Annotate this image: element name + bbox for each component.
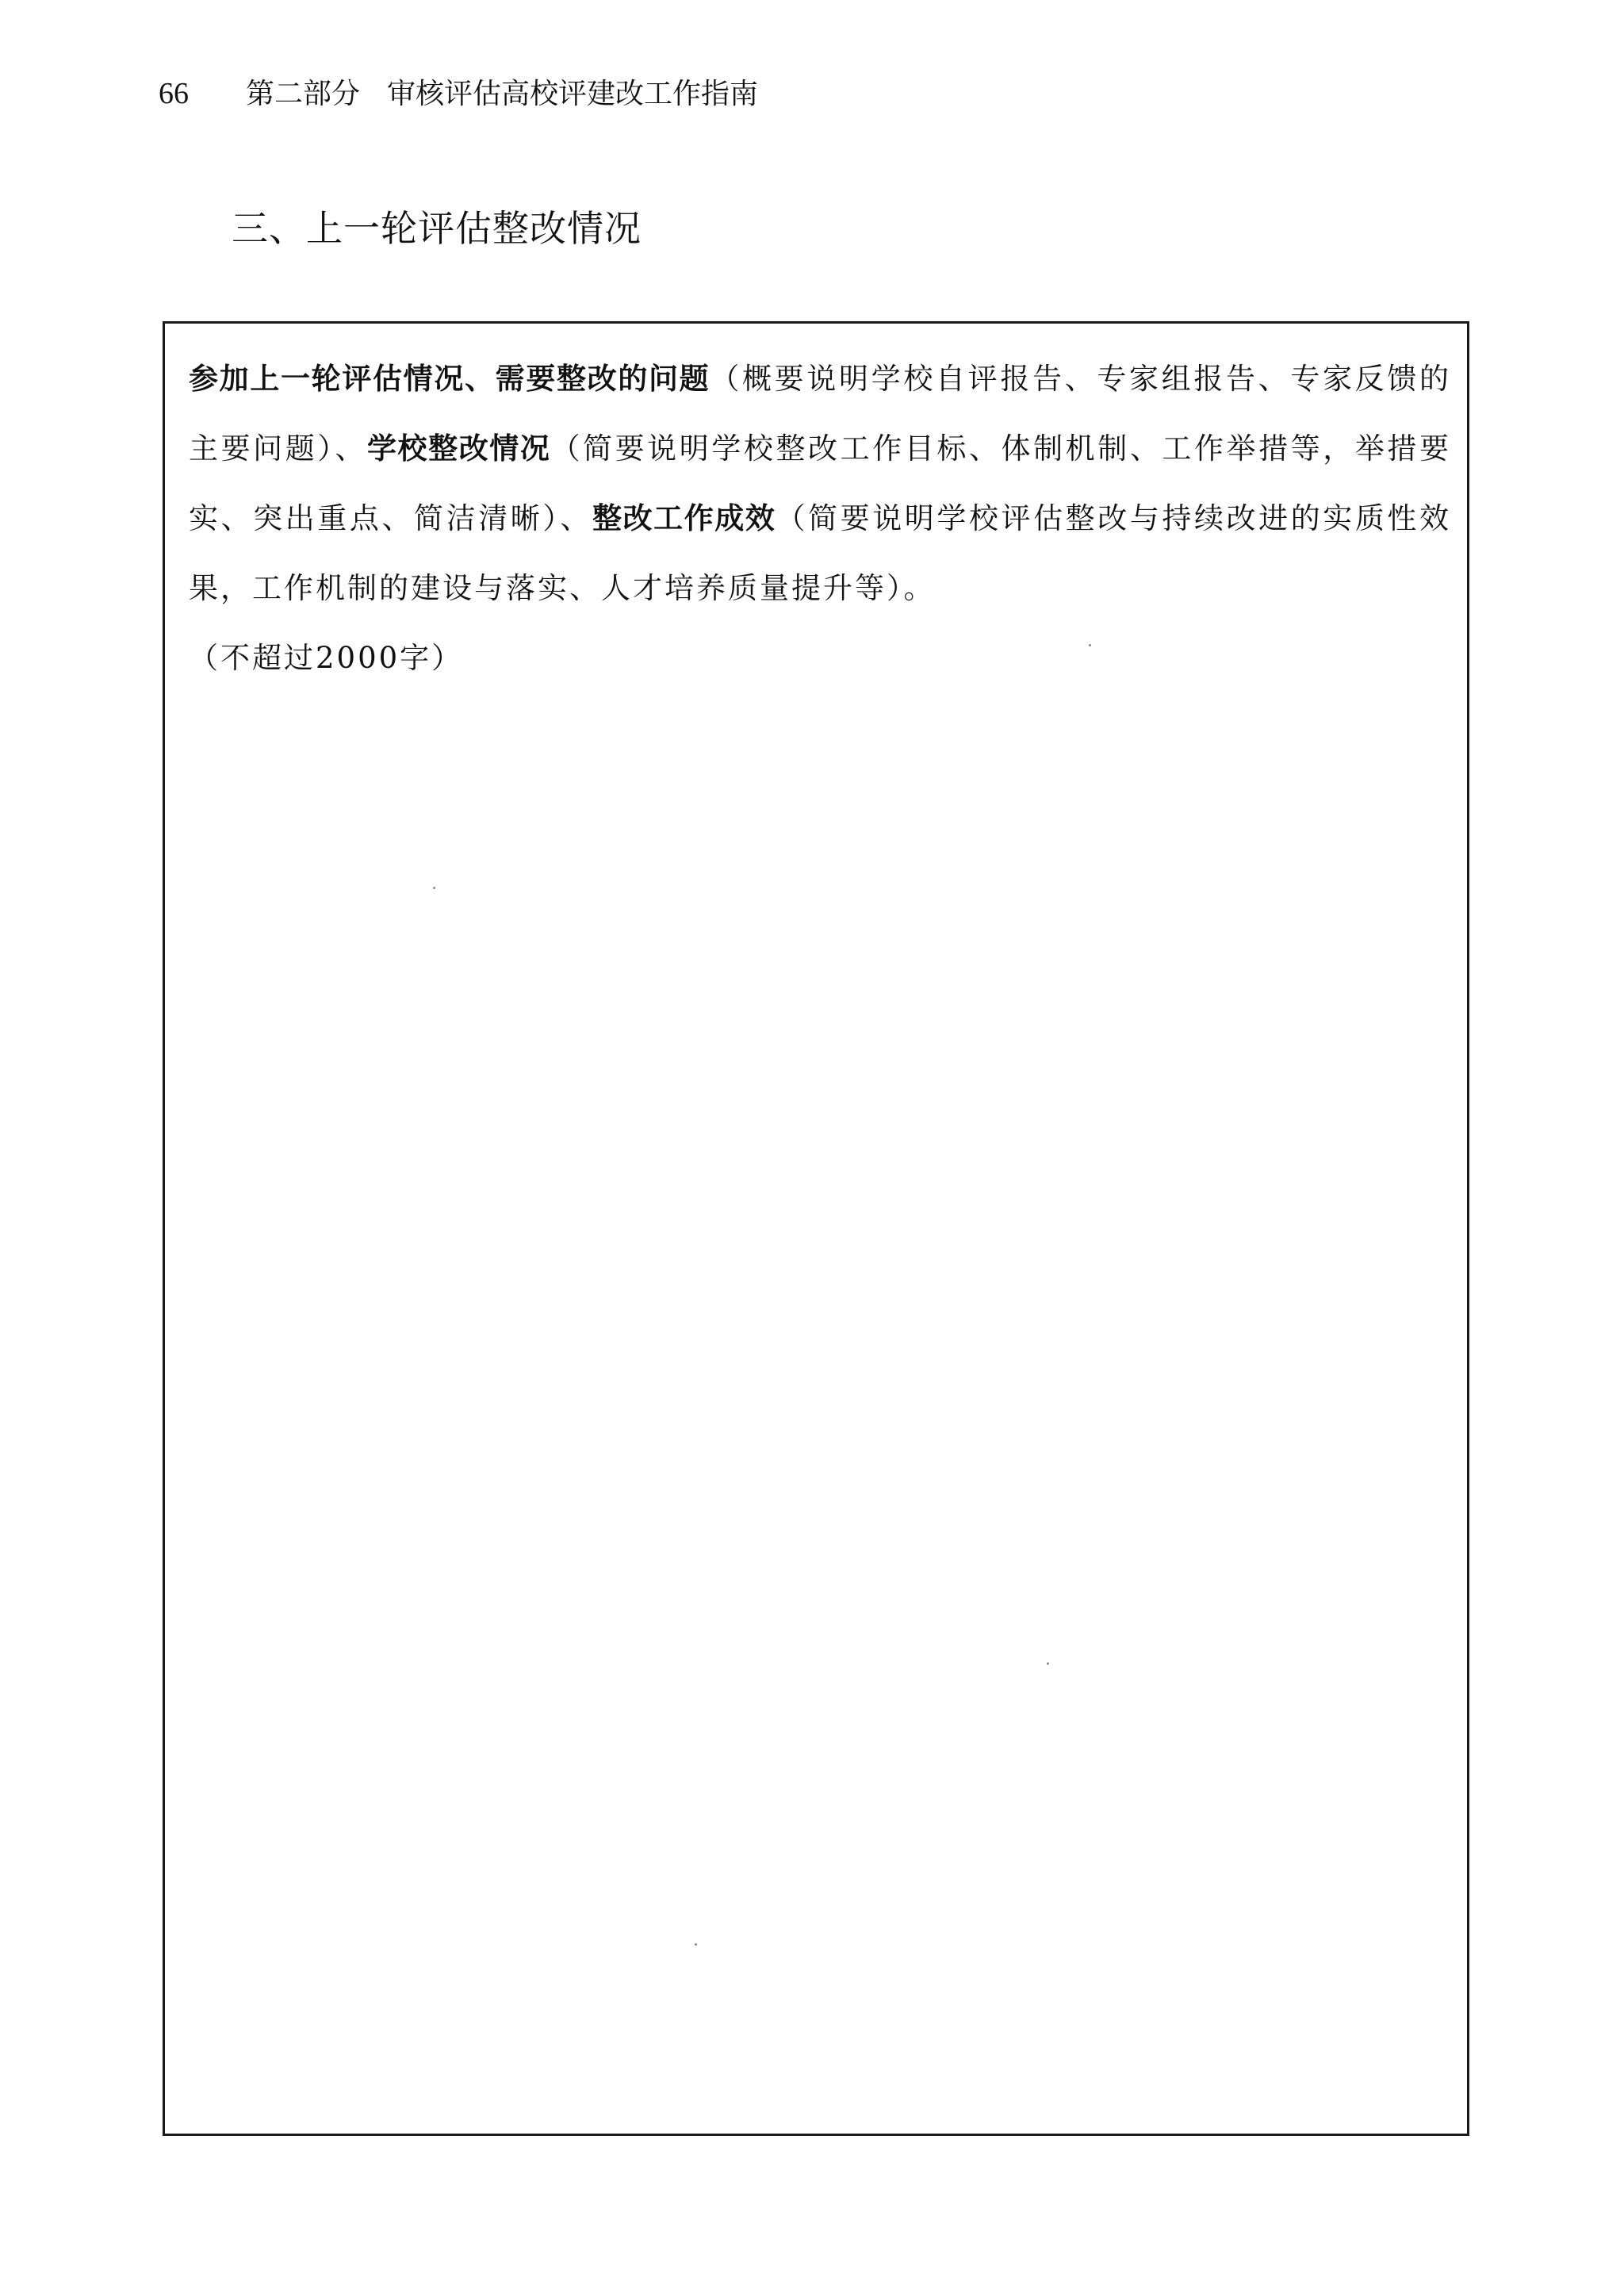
header-title: 审核评估高校评建改工作指南	[387, 78, 759, 110]
instruction-text-2: （简要说明学校整改工作目标、体制机制、工作举措等，举措要实、突出重点、简洁清晰）、	[189, 431, 1452, 535]
instruction-bold-3: 整改工作成效	[592, 501, 776, 535]
scan-speck	[1047, 1662, 1049, 1665]
scan-speck	[1089, 644, 1091, 646]
section-heading: 三、上一轮评估整改情况	[232, 207, 642, 250]
instruction-bold-1: 参加上一轮评估情况、需要整改的问题	[189, 362, 710, 396]
part-label: 第二部分	[246, 78, 361, 110]
response-box[interactable]	[163, 321, 1469, 2136]
word-limit: （不超过2000字）	[189, 641, 464, 675]
instruction-text-3: （简要说明学校评估整改与持续改进的实质性效果，工作机制的建设与落实、人才培养质量提升等）。	[189, 501, 1452, 605]
instruction-text-1: （概要说明学校自评报告、专家组报告、专家反馈的主要问题）、	[189, 362, 1452, 466]
page-header	[159, 70, 758, 117]
scan-speck	[695, 1943, 697, 1946]
scan-speck	[433, 887, 435, 889]
page-number: 66	[159, 77, 189, 110]
instructions	[189, 344, 1451, 693]
instruction-bold-2: 学校整改情况	[366, 431, 551, 466]
